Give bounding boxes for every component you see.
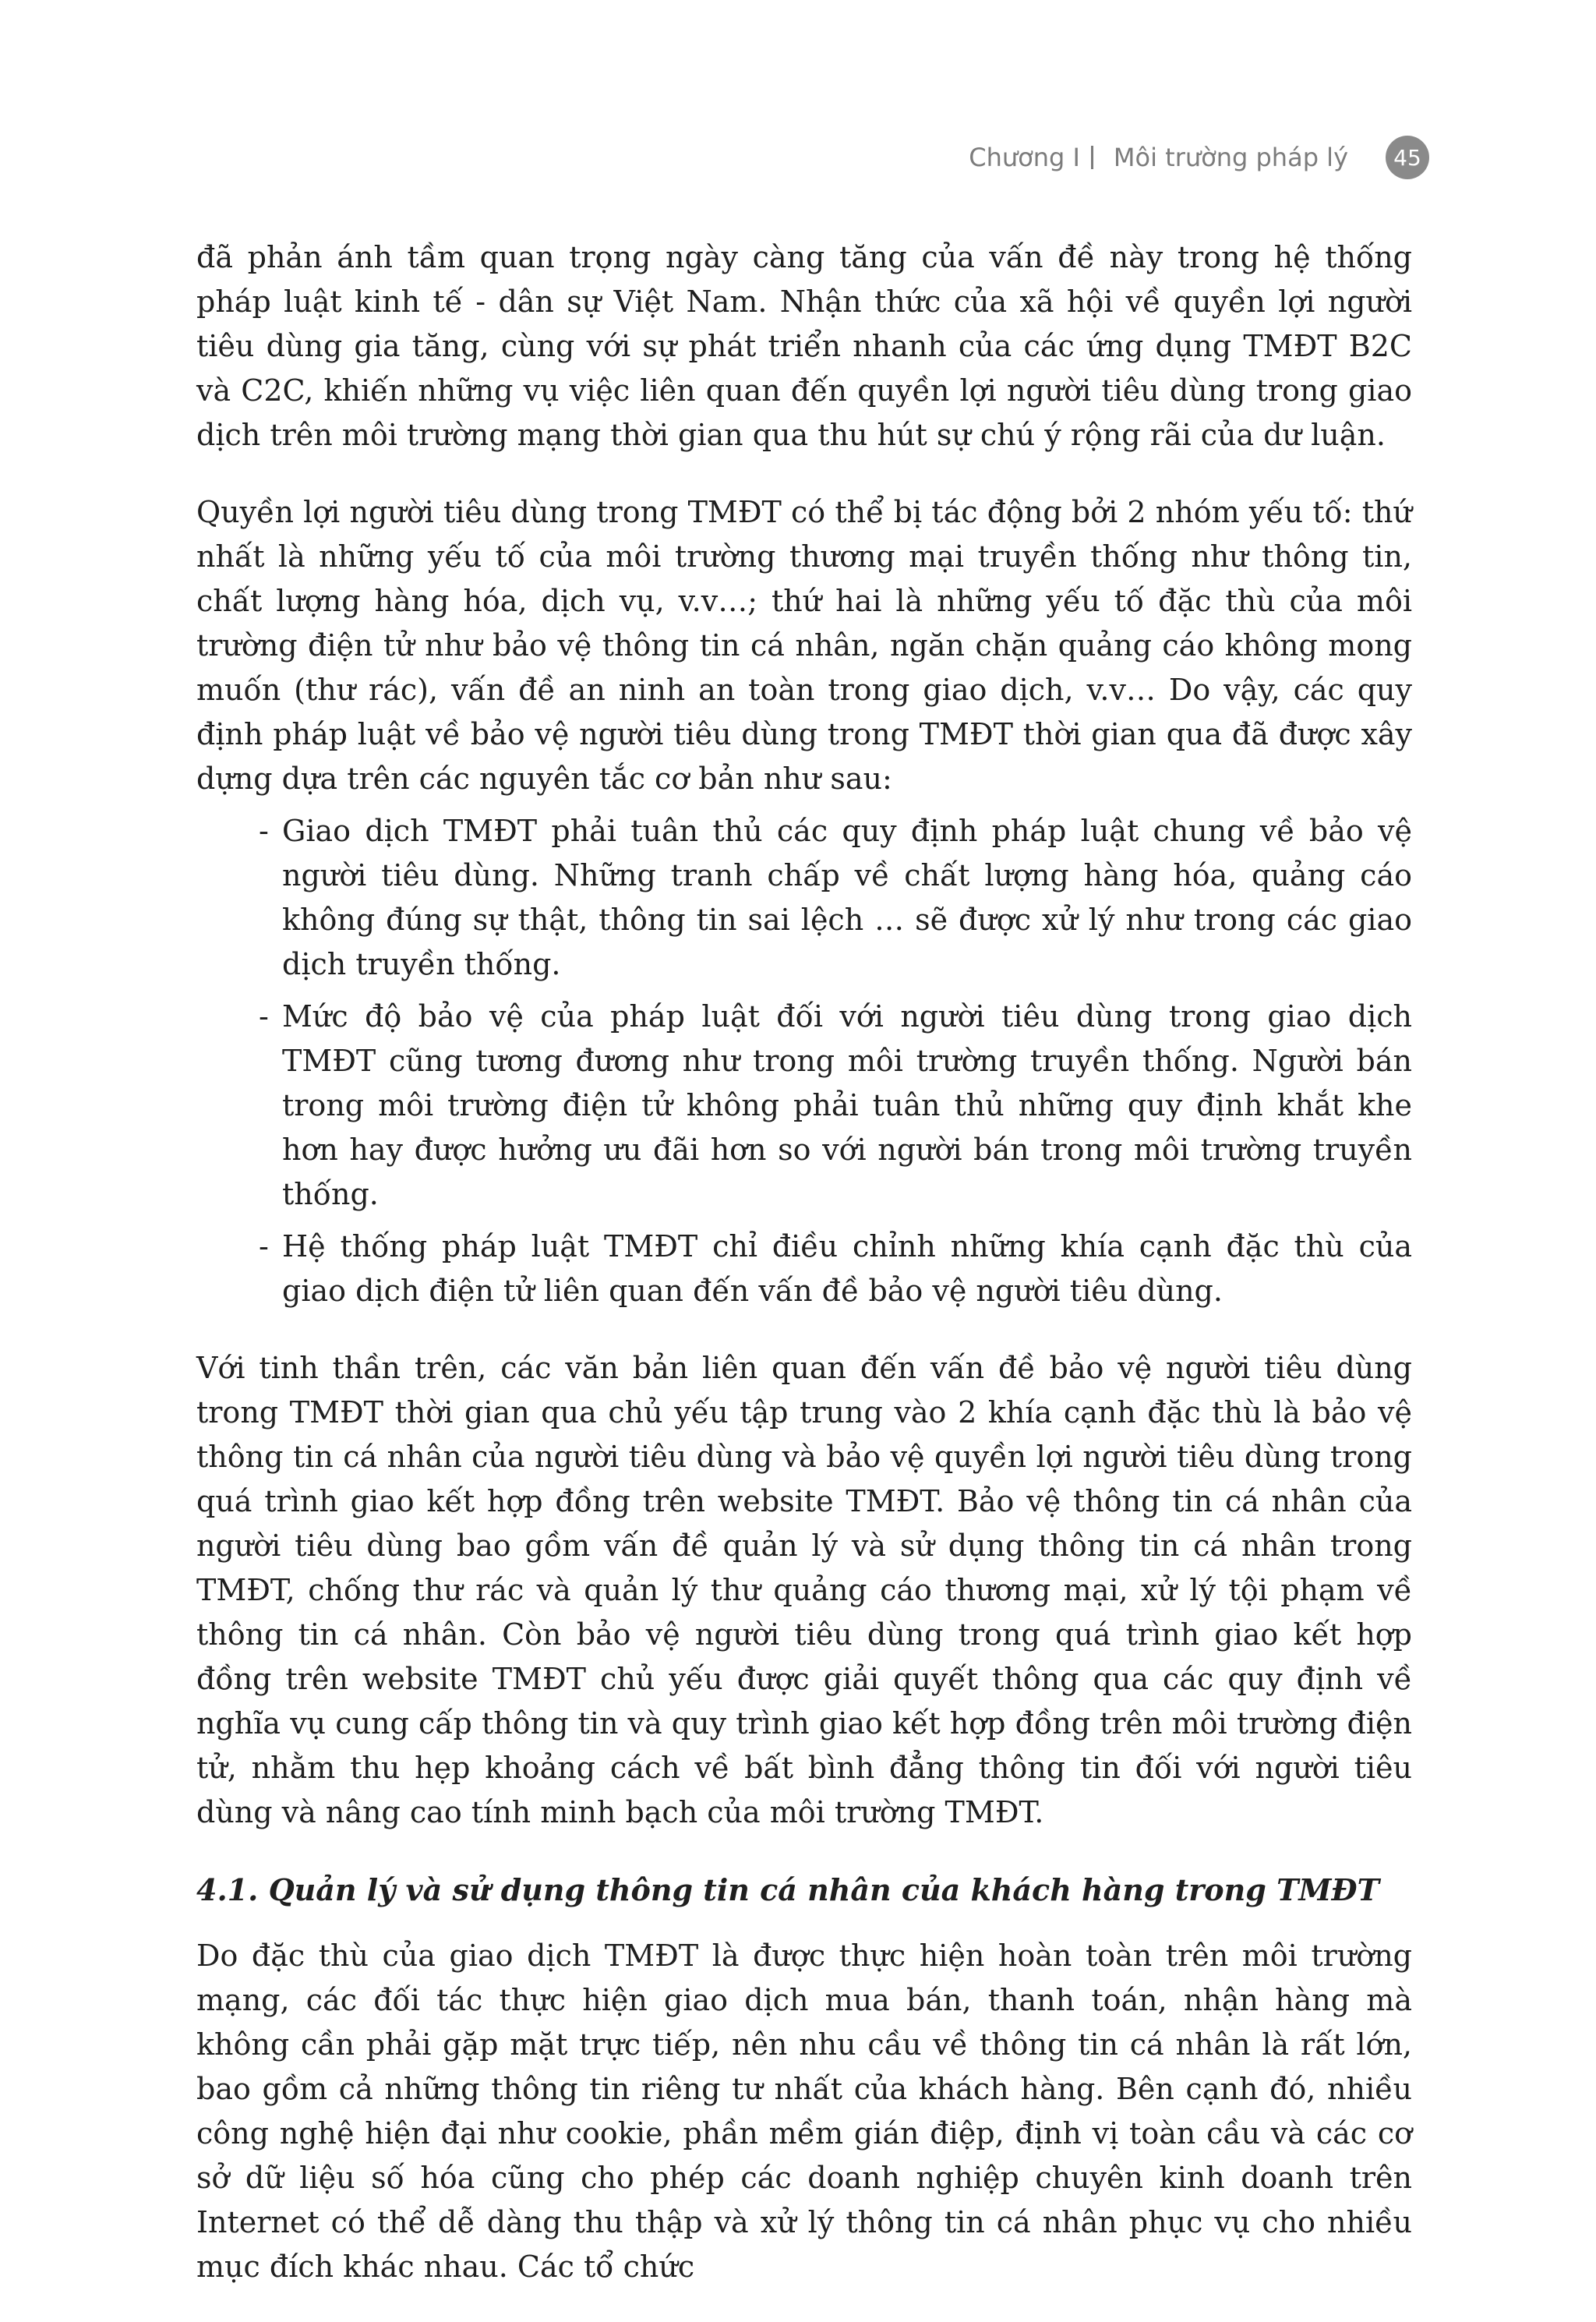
list-item bbox=[196, 1225, 1412, 1313]
paragraph-1: đã phản ánh tầm quan trọng ngày càng tăng của vấn đề này trong hệ thống pháp luật kinh tế - dân sự Việt Nam. Nhận thức của xã hội về quyền lợi người tiêu dùng gia tăng, cùng với sự phát triển nhanh của các ứng dụng TMĐT B2C và C2C, khiến những vụ việc liên quan đến quyền lợi người tiêu dùng trong giao dịch trên môi trường mạng thời gian qua thu hút sự chú ý rộng rãi của dư luận. bbox=[196, 240, 1412, 452]
body-text bbox=[196, 235, 1412, 2322]
list-item-text: Hệ thống pháp luật TMĐT chỉ điều chỉnh những khía cạnh đặc thù của giao dịch điện tử liên quan đến vấn đề bảo vệ người tiêu dùng. bbox=[282, 1229, 1412, 1308]
header-chapter: Chương I bbox=[969, 143, 1080, 172]
list-item-text: Mức độ bảo vệ của pháp luật đối với người tiêu dùng trong giao dịch TMĐT cũng tương đương như trong môi trường truyền thống. Người bán trong môi trường điện tử không phải tuân thủ những quy định khắt khe hơn hay được hưởng ưu đãi hơn so với người bán trong môi trường truyền thống. bbox=[282, 999, 1412, 1211]
header-separator bbox=[1091, 146, 1093, 169]
bullet-dash: - bbox=[259, 814, 269, 848]
list-item bbox=[196, 995, 1412, 1217]
header-section-title: Môi trường pháp lý bbox=[1113, 143, 1348, 172]
paragraph-4: Do đặc thù của giao dịch TMĐT là được thực hiện hoàn toàn trên môi trường mạng, các đối tác thực hiện giao dịch mua bán, thanh toán, nhận hàng mà không cần phải gặp mặt trực tiếp, nên nhu cầu về thông tin cá nhân là rất lớn, bao gồm cả những thông tin riêng tư nhất của khách hàng. Bên cạnh đó, nhiều công nghệ hiện đại như cookie, phần mềm gián điệp, định vị toàn cầu và các cơ sở dữ liệu số hóa cũng cho phép các doanh nghiệp chuyên kinh doanh trên Internet có thể dễ dàng thu thập và xử lý thông tin cá nhân phục vụ cho nhiều mục đích khác nhau. Các tổ chức bbox=[196, 1939, 1412, 2284]
list-item bbox=[196, 809, 1412, 987]
running-header bbox=[969, 134, 1429, 181]
paragraph-3: Với tinh thần trên, các văn bản liên quan đến vấn đề bảo vệ người tiêu dùng trong TMĐT thời gian qua chủ yếu tập trung vào 2 khía cạnh đặc thù là bảo vệ thông tin cá nhân của người tiêu dùng và bảo vệ quyền lợi người tiêu dùng trong quá trình giao kết hợp đồng trên website TMĐT. Bảo vệ thông tin cá nhân của người tiêu dùng bao gồm vấn đề quản lý và sử dụng thông tin cá nhân trong TMĐT, chống thư rác và quản lý thư quảng cáo thương mại, xử lý tội phạm về thông tin cá nhân. Còn bảo vệ người tiêu dùng trong quá trình giao kết hợp đồng trên website TMĐT chủ yếu được giải quyết thông qua các quy định về nghĩa vụ cung cấp thông tin và quy trình giao kết hợp đồng trên môi trường điện tử, nhằm thu hẹp khoảng cách về bất bình đẳng thông tin đối với người tiêu dùng và nâng cao tính minh bạch của môi trường TMĐT. bbox=[196, 1351, 1412, 1829]
bullet-dash: - bbox=[259, 999, 269, 1034]
bullet-dash: - bbox=[259, 1229, 269, 1263]
paragraph-2: Quyền lợi người tiêu dùng trong TMĐT có thể bị tác động bởi 2 nhóm yếu tố: thứ nhất là những yếu tố của môi trường thương mại truyền thống như thông tin, chất lượng hàng hóa, dịch vụ, v.v…; thứ hai là những yếu tố đặc thù của môi trường điện tử như bảo vệ thông tin cá nhân, ngăn chặn quảng cáo không mong muốn (thư rác), vấn đề an ninh an toàn trong giao dịch, v.v… Do vậy, các quy định pháp luật về bảo vệ người tiêu dùng trong TMĐT thời gian qua đã được xây dựng dựa trên các nguyên tắc cơ bản như sau: bbox=[196, 495, 1412, 796]
list-item-text: Giao dịch TMĐT phải tuân thủ các quy định pháp luật chung về bảo vệ người tiêu dùng. Những tranh chấp về chất lượng hàng hóa, quảng cáo không đúng sự thật, thông tin sai lệch … sẽ được xử lý như trong các giao dịch truyền thống. bbox=[282, 814, 1412, 981]
page-number-badge: 45 bbox=[1386, 136, 1429, 179]
section-heading: 4.1. Quản lý và sử dụng thông tin cá nhân của khách hàng trong TMĐT bbox=[196, 1872, 1379, 1907]
